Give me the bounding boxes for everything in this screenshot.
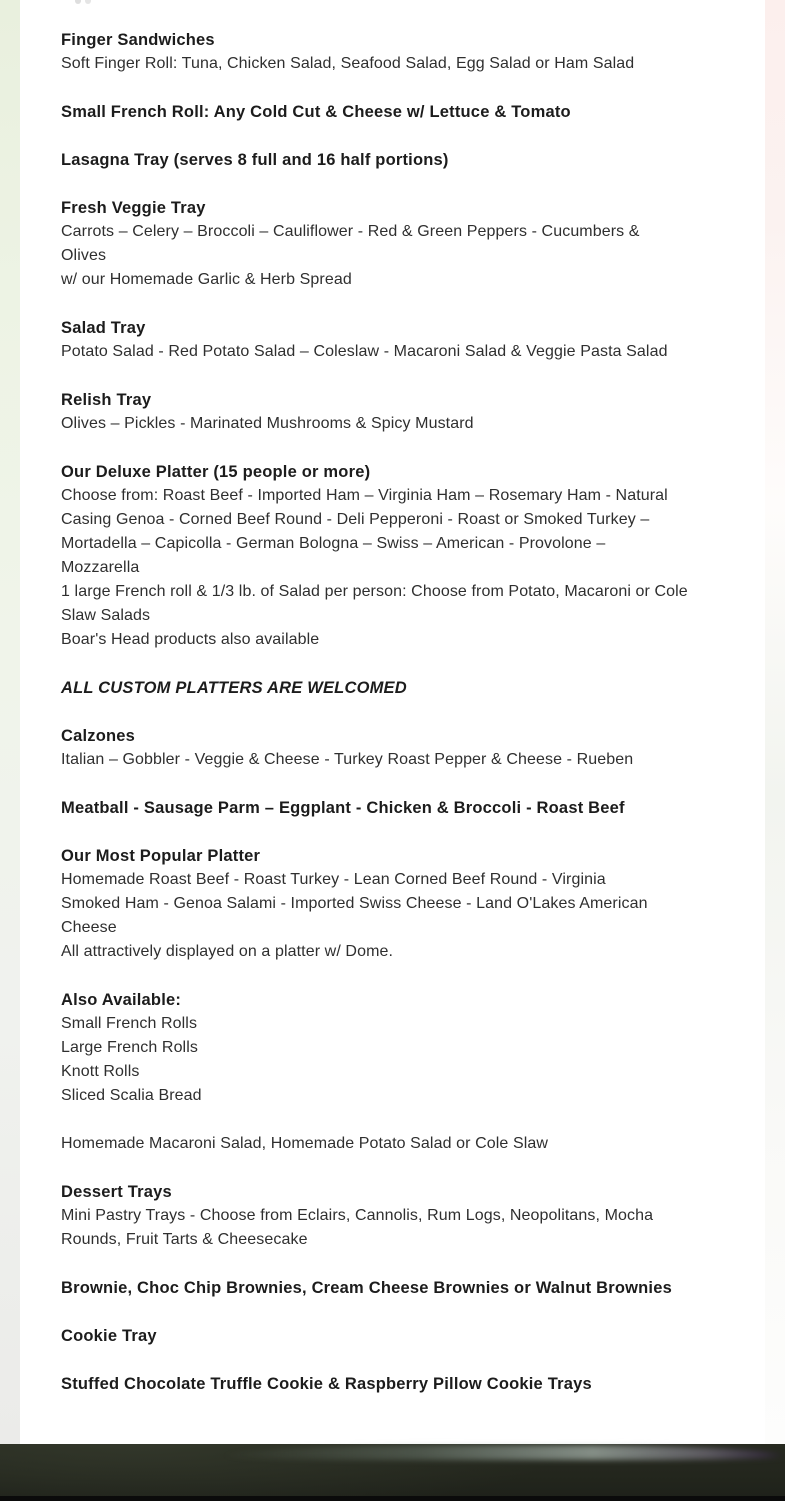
menu-section-brownies [61, 1276, 724, 1300]
menu-line: Italian – Gobbler - Veggie & Cheese - Turkey Roast Pepper & Cheese - Rueben [61, 751, 634, 768]
menu-line: Rounds, Fruit Tarts & Cheesecake [61, 1231, 308, 1248]
menu-line: Carrots – Celery – Broccoli – Cauliflower - Red & Green Peppers - Cucumbers & [61, 223, 640, 240]
menu-line: Olives [61, 247, 107, 264]
menu-line: Large French Rolls [61, 1039, 198, 1056]
menu-section-calzones [61, 724, 724, 772]
footer-photo-strip [0, 1444, 785, 1501]
menu-section-heading: Cookie Tray [61, 1327, 157, 1345]
menu-line: Homemade Roast Beef - Roast Turkey - Lean Corned Beef Round - Virginia [61, 871, 606, 888]
menu-line: Olives – Pickles - Marinated Mushrooms & Spicy Mustard [61, 415, 474, 432]
menu-line: Slaw Salads [61, 607, 151, 624]
menu-section-dessert-trays [61, 1180, 724, 1252]
menu-section-heading: Our Most Popular Platter [61, 847, 261, 865]
menu-line: w/ our Homemade Garlic & Herb Spread [61, 271, 352, 288]
background-edge-left [0, 0, 20, 1444]
menu-section-relish-tray [61, 388, 724, 436]
menu-section-homemade-salads [61, 1132, 724, 1156]
menu-section-small-french-roll [61, 100, 724, 124]
menu-line: Choose from: Roast Beef - Imported Ham – Virginia Ham – Rosemary Ham - Natural [61, 487, 668, 504]
menu-section-calzone-varieties [61, 796, 724, 820]
menu-section-heading: Meatball - Sausage Parm – Eggplant - Chicken & Broccoli - Roast Beef [61, 799, 625, 817]
menu-line: Small French Rolls [61, 1015, 198, 1032]
menu-section-lasagna-tray [61, 148, 724, 172]
menu-section-also-available [61, 988, 724, 1108]
footer-highlight [220, 1445, 785, 1460]
menu-line: Homemade Macaroni Salad, Homemade Potato Salad or Cole Slaw [61, 1135, 549, 1152]
menu-line: Cheese [61, 919, 117, 936]
menu-line: Mortadella – Capicolla - German Bologna – Swiss – American - Provolone – [61, 535, 606, 552]
menu-section-heading: Calzones [61, 727, 136, 745]
menu-section-most-popular-platter [61, 844, 724, 964]
menu-line: Sliced Scalia Bread [61, 1087, 202, 1104]
menu-panel [20, 0, 765, 1444]
menu-section-salad-tray [61, 316, 724, 364]
menu-section-heading: Fresh Veggie Tray [61, 199, 206, 217]
menu-section-heading: Our Deluxe Platter (15 people or more) [61, 463, 371, 481]
menu-line: Potato Salad - Red Potato Salad – Coleslaw - Macaroni Salad & Veggie Pasta Salad [61, 343, 668, 360]
menu-section-cookie-tray [61, 1324, 724, 1348]
menu-section-heading: Lasagna Tray (serves 8 full and 16 half portions) [61, 151, 449, 169]
menu-line: 1 large French roll & 1/3 lb. of Salad per person: Choose from Potato, Macaroni or Cole [61, 583, 688, 600]
background-edge-right [765, 0, 785, 1444]
menu-line: Mozzarella [61, 559, 140, 576]
menu-section-finger-sandwiches [61, 28, 724, 76]
menu-section-heading: Dessert Trays [61, 1183, 172, 1201]
menu-line: Knott Rolls [61, 1063, 140, 1080]
menu-line: All attractively displayed on a platter w/ Dome. [61, 943, 394, 960]
menu-section-heading: ALL CUSTOM PLATTERS ARE WELCOMED [61, 679, 407, 697]
menu-section-heading: Brownie, Choc Chip Brownies, Cream Cheese Brownies or Walnut Brownies [61, 1279, 672, 1297]
menu-line: Mini Pastry Trays - Choose from Eclairs, Cannolis, Rum Logs, Neopolitans, Mocha [61, 1207, 654, 1224]
clipped-text-fragment [75, 0, 81, 4]
menu-section-stuffed-cookie-trays [61, 1372, 724, 1396]
menu-section-custom-platters-note [61, 676, 724, 700]
menu-section-heading: Finger Sandwiches [61, 31, 215, 49]
menu-section-fresh-veggie-tray [61, 196, 724, 292]
menu-section-heading: Stuffed Chocolate Truffle Cookie & Raspberry Pillow Cookie Trays [61, 1375, 592, 1393]
menu-section-heading: Small French Roll: Any Cold Cut & Cheese w/ Lettuce & Tomato [61, 103, 571, 121]
menu-line: Casing Genoa - Corned Beef Round - Deli Pepperoni - Roast or Smoked Turkey – [61, 511, 650, 528]
menu-line: Boar's Head products also available [61, 631, 320, 648]
footer-bottom-bar [0, 1496, 785, 1501]
menu-section-heading: Salad Tray [61, 319, 146, 337]
menu-line: Soft Finger Roll: Tuna, Chicken Salad, Seafood Salad, Egg Salad or Ham Salad [61, 55, 635, 72]
menu-section-heading: Relish Tray [61, 391, 152, 409]
menu-section-heading: Also Available: [61, 991, 182, 1009]
menu-line: Smoked Ham - Genoa Salami - Imported Swiss Cheese - Land O'Lakes American [61, 895, 648, 912]
menu-section-deluxe-platter [61, 460, 724, 652]
